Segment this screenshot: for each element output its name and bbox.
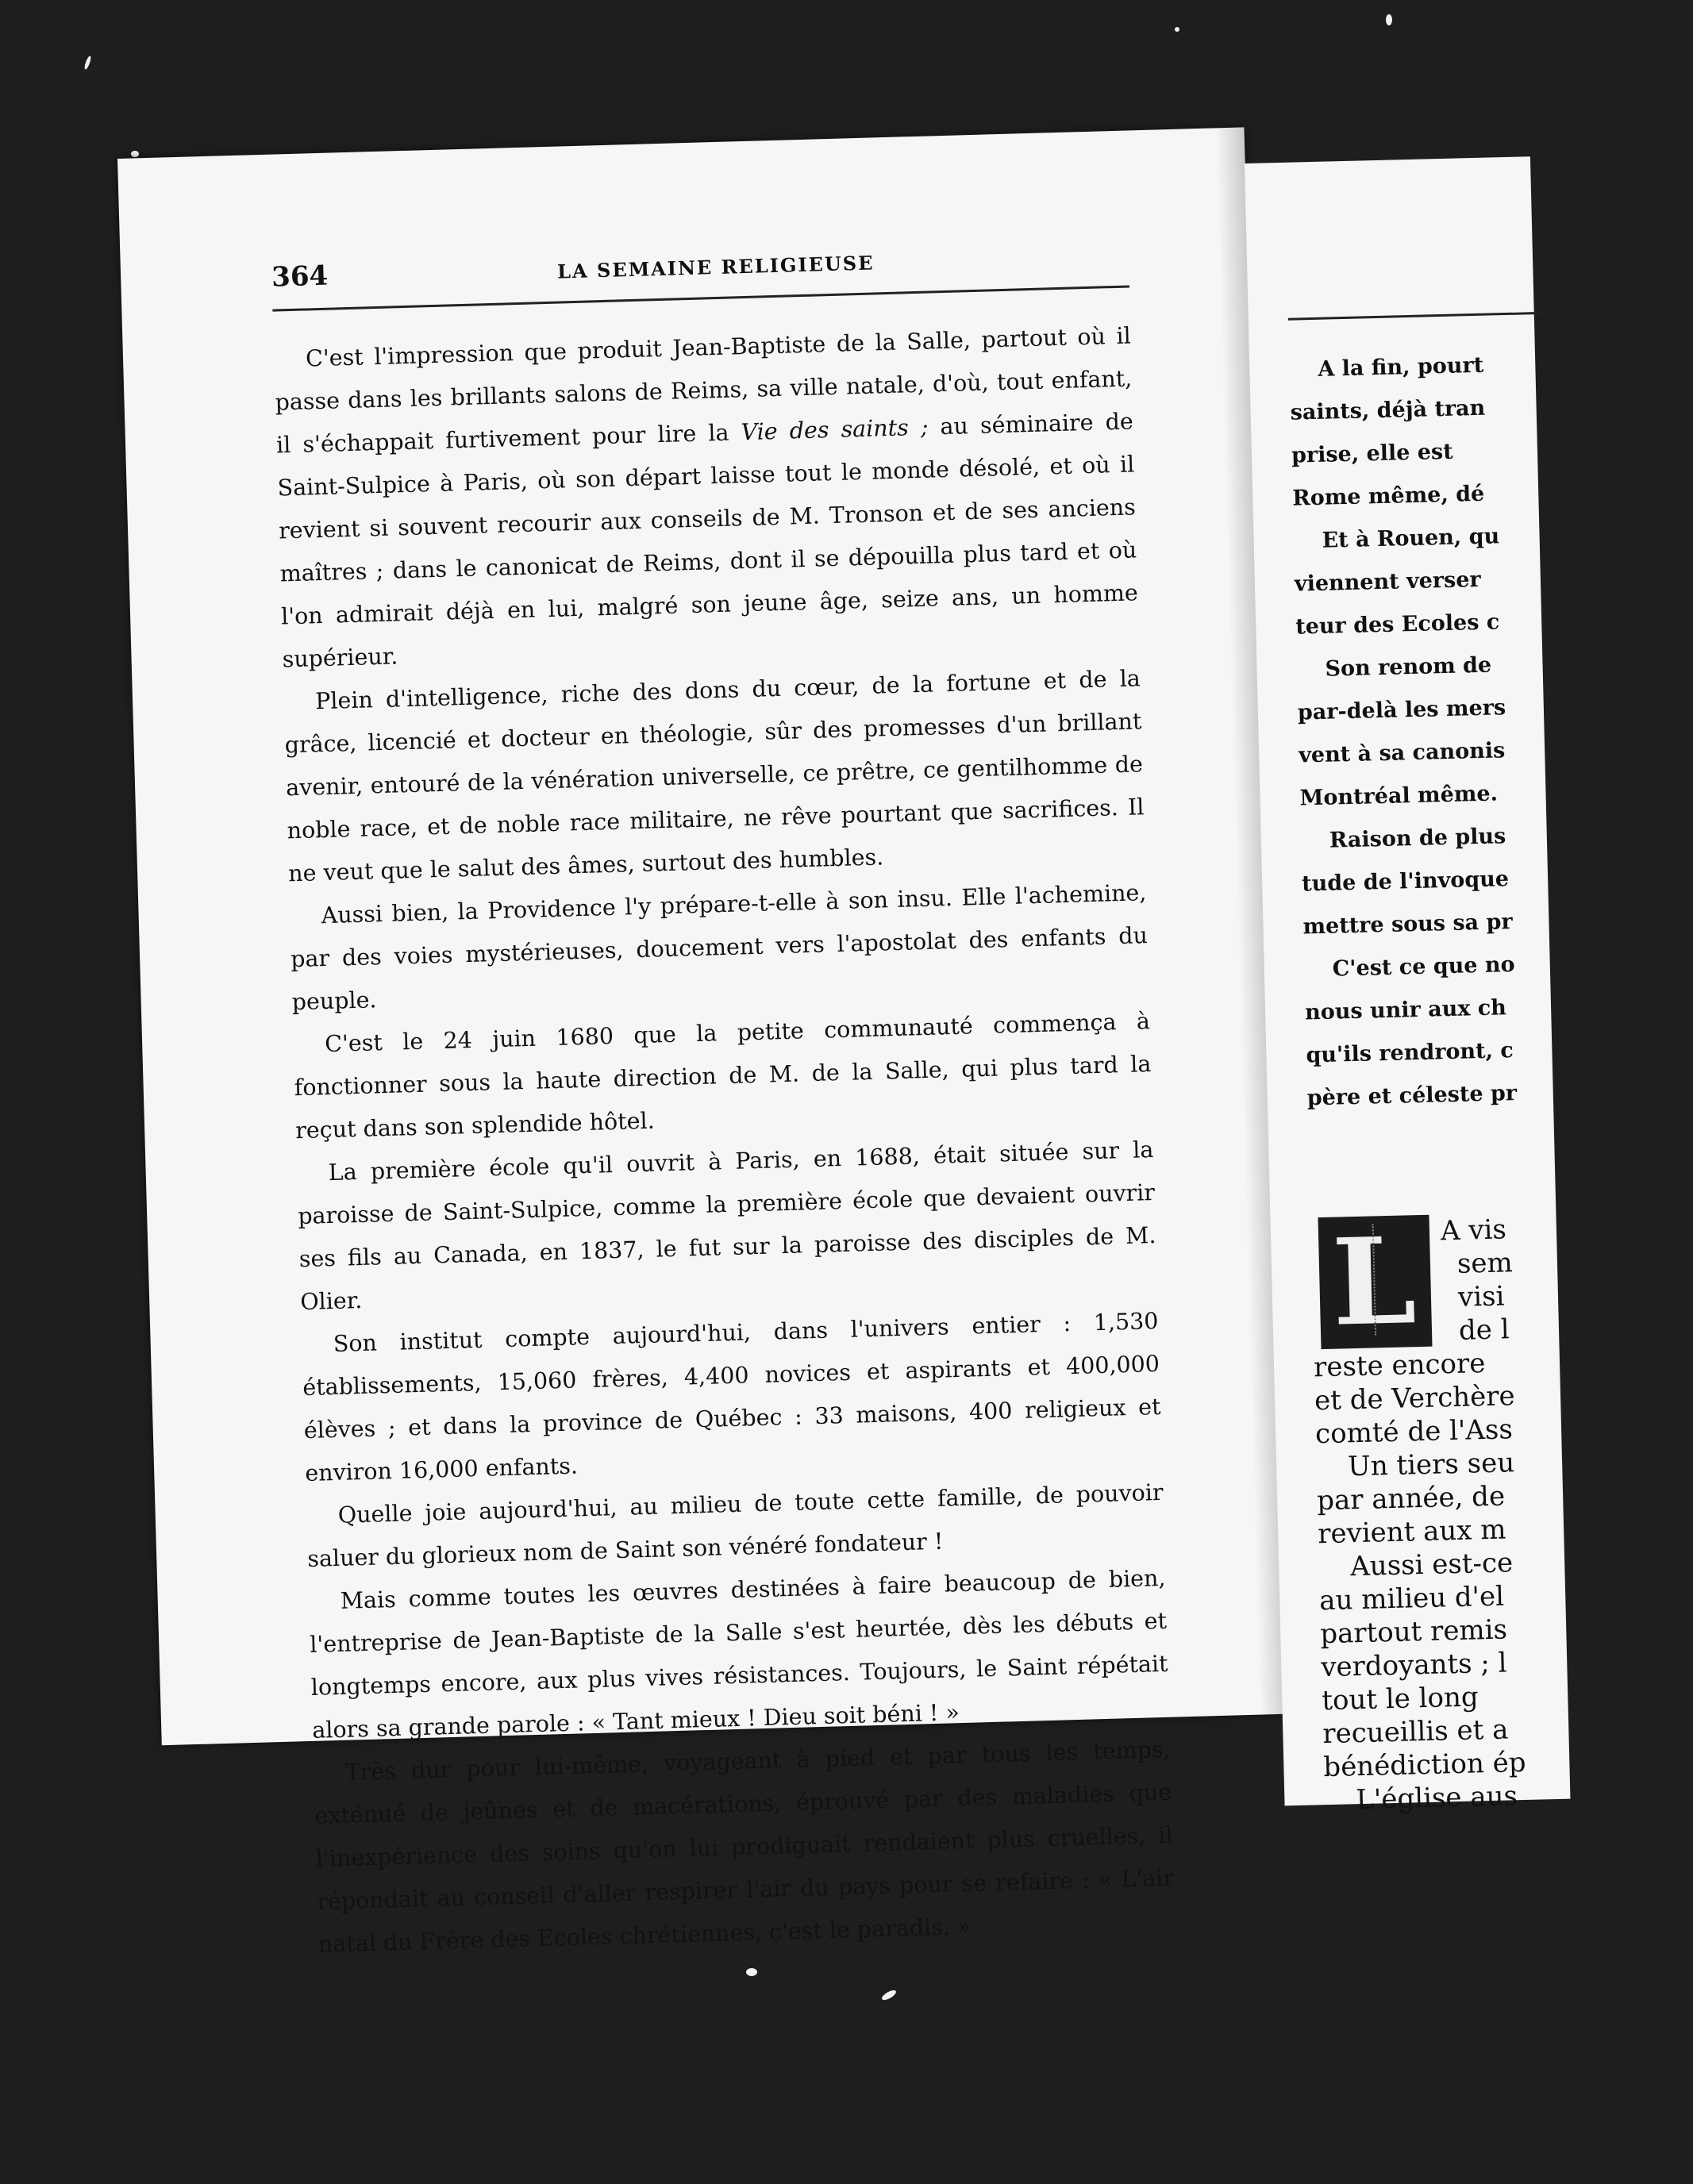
paragraph: La première école qu'il ouvrit à Paris, en 1688, était située sur la paroisse de Saint-Sulpice, comme la première école que devaient ouvrir ses fils au Canada, en 1837, le fut sur la paroisse des disciples de M. Olier. [297, 1136, 1156, 1316]
text-line: au milieu d'el [1318, 1580, 1505, 1617]
text-line: tout le long [1321, 1681, 1479, 1717]
header-rule [1288, 312, 1542, 321]
paragraph: C'est l'impression que produit Jean-Baptiste de la Salle, partout où il passe dans les brillants salons de Reims, sa ville natale, d'où, tout enfant, il s'échappait furtivement pour lire la Vie des saints ; au séminaire de Saint-Sulpice à Paris, où son départ laisse tout le monde désolé, et où il revient si souvent recourir aux conseils de M. Tronson et de ses anciens maîtres ; dans le canonicat de Reims, dont il se dépouilla plus tard et où l'on admirait déjà en lui, malgré son jeune âge, seize ans, un homme supérieur. [275, 322, 1139, 673]
paragraph: Aussi bien, la Providence l'y prépare-t-elle à son insu. Elle l'achemine, par des voies mystérieuses, doucement vers l'apostolat des enfants du peuple. [290, 879, 1149, 1016]
dust-speck [1175, 27, 1179, 32]
text-line: comté de l'Ass [1314, 1413, 1514, 1451]
dust-speck [83, 56, 92, 71]
paragraph: Son institut compte aujourd'hui, dans l'univers entier : 1,530 établissements, 15,060 frères, 4,400 novices et aspirants et 400,000 élèves ; et dans la province de Québec : 33 maisons, 400 religieux et environ 16,000 enfants. [302, 1307, 1161, 1487]
page-number: 364 [271, 260, 329, 294]
right-text-block-2 [1314, 1344, 1642, 1818]
text-line: A vis [1440, 1213, 1507, 1248]
text-line: visi [1457, 1280, 1505, 1313]
text-line: L'église aus [1355, 1780, 1518, 1817]
text-line: sem [1456, 1247, 1514, 1280]
paragraph: Mais comme toutes les œuvres destinées à faire beaucoup de bien, l'entreprise de Jean-Baptiste de la Salle s'est heurtée, dès les débuts et longtemps encore, aux plus vives résistances. Toujours, le Saint répétait alors sa grande parole : « Tant mieux ! Dieu soit béni ! » [309, 1564, 1168, 1744]
text-line: partout remis [1319, 1613, 1508, 1651]
text-line: par année, de [1316, 1480, 1506, 1517]
page-header [271, 237, 1129, 311]
text-line: tude de l'invoque [1301, 867, 1510, 897]
text-line: Raison de plus [1329, 824, 1506, 853]
article-body [273, 314, 1175, 1966]
text-line: saints, déjà tran [1290, 395, 1486, 425]
text-line: Son renom de [1325, 652, 1492, 682]
ornamental-drop-cap [1318, 1211, 1432, 1353]
ornament-icon [1372, 1223, 1424, 1335]
text-line: prise, elle est [1291, 439, 1454, 468]
text-line: de l [1458, 1313, 1510, 1347]
paragraph: Quelle joie aujourd'hui, au milieu de toute cette famille, de pouvoir saluer du glorieux nom de Saint son vénéré fondateur ! [306, 1478, 1164, 1572]
text-line: vent à sa canonis [1298, 738, 1506, 768]
drop-cap-letter: L [1330, 1211, 1418, 1353]
paragraph: Très dur pour lui-même, voyageant à pied et par tous les temps, exténué de jeûnes et de macérations, éprouvé par des maladies que l'inexpérience des soins qu'on lui prodiguait rendaient plus cruelles, il répondait au conseil d'aller respirer l'air du pays pour se refaire : « L'air natal du Frère des Ecoles chrétiennes, c'est le paradis. » [314, 1736, 1175, 1958]
text-line: Montréal même. [1299, 781, 1499, 811]
paragraph: C'est le 24 juin 1680 que la petite communauté commença à fonctionner sous la haute direction de M. de la Salle, qui plus tard la reçut dans son splendide hôtel. [294, 1008, 1152, 1144]
text-line: teur des Ecoles c [1295, 609, 1500, 640]
text-line: viennent verser [1294, 567, 1482, 597]
text-line: par-delà les mers [1297, 695, 1506, 725]
right-text-block [1289, 341, 1626, 1120]
text-line: Un tiers seu [1347, 1447, 1515, 1483]
text-line: Et à Rouen, qu [1322, 524, 1500, 553]
running-title: LA SEMAINE RELIGIEUSE [556, 251, 875, 283]
dust-speck [880, 1989, 897, 2002]
left-page [117, 127, 1288, 1958]
text-line: recueillis et a [1322, 1713, 1509, 1751]
text-line: A la fin, pourt [1317, 352, 1484, 382]
text-line: verdoyants ; l [1320, 1647, 1508, 1684]
italic-title: Vie des saints ; [741, 413, 929, 446]
text-line: Rome même, dé [1291, 481, 1485, 511]
dust-speck [1386, 14, 1392, 25]
dust-speck [131, 151, 139, 157]
dust-speck [746, 1968, 757, 1976]
right-page [1245, 156, 1570, 1817]
text-line: père et céleste pr [1306, 1080, 1518, 1111]
text-line: mettre sous sa pr [1302, 909, 1513, 940]
text-line: Aussi est-ce [1349, 1547, 1514, 1583]
text-line: nous unir aux ch [1304, 995, 1507, 1025]
text-line: revient aux m [1317, 1513, 1506, 1551]
text-line: bénédiction ép [1322, 1746, 1527, 1784]
text-line: et de Verchère [1314, 1380, 1516, 1417]
text-line: C'est ce que no [1332, 952, 1515, 982]
drop-cap-lines [1440, 1209, 1681, 1348]
text-line: reste encore [1313, 1348, 1486, 1384]
paragraph: Plein d'intelligence, riche des dons du cœur, de la fortune et de la grâce, licencié et docteur en théologie, sûr des promesses d'un brillant avenir, entouré de la vénération universelle, ce prêtre, ce gentilhomme de noble race, et de noble race militaire, ne rêve pourtant que sacrifices. Il ne veut que le salut des âmes, surtout des humbles. [284, 665, 1145, 887]
text-line: qu'ils rendront, c [1306, 1038, 1514, 1068]
